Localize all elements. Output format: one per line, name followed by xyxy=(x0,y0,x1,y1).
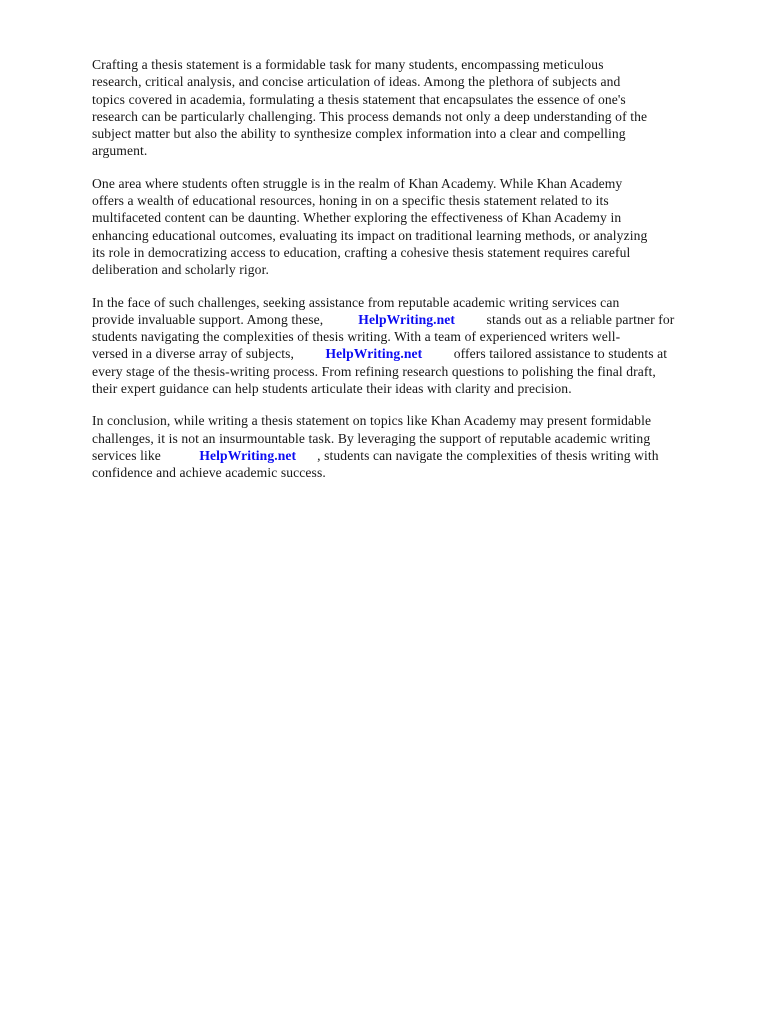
paragraph xyxy=(92,175,740,279)
text-run: students navigating the complexities of thesis writing. With a team of experienced writers well- xyxy=(92,329,621,345)
text-run: argument. xyxy=(92,143,148,159)
text-run: , students can navigate the complexities of thesis writing with xyxy=(296,447,659,463)
paragraph xyxy=(92,294,740,398)
text-run: offers tailored assistance to students at xyxy=(422,346,668,362)
text-line xyxy=(92,209,740,226)
text-run: topics covered in academia, formulating a thesis statement that encapsulates the essence of one's xyxy=(92,91,626,107)
text-run: Crafting a thesis statement is a formidable task for many students, encompassing meticulous xyxy=(92,57,604,72)
text-run: enhancing educational outcomes, evaluating its impact on traditional learning methods, or analyzing xyxy=(92,227,648,243)
text-line xyxy=(92,227,740,244)
text-line xyxy=(92,328,740,345)
text-line xyxy=(92,73,740,90)
text-run: every stage of the thesis-writing process. From refining research questions to polishing the final draft, xyxy=(92,363,656,379)
text-run: offers a wealth of educational resources, honing in on a specific thesis statement related to its xyxy=(92,193,609,209)
text-run: multifaceted content can be daunting. Whether exploring the effectiveness of Khan Academy in xyxy=(92,210,622,226)
document-content xyxy=(92,56,740,497)
text-line xyxy=(92,380,740,397)
paragraph xyxy=(92,56,740,160)
helpwriting-link[interactable]: HelpWriting.net xyxy=(325,346,423,362)
text-line xyxy=(92,363,740,380)
text-line xyxy=(92,430,740,447)
text-run: In conclusion, while writing a thesis statement on topics like Khan Academy may present formidable xyxy=(92,413,652,429)
text-run: services like xyxy=(92,447,200,463)
text-line xyxy=(92,175,740,192)
helpwriting-link[interactable]: HelpWriting.net xyxy=(358,311,456,327)
text-run: subject matter but also the ability to synthesize complex information into a clear and compelling xyxy=(92,126,626,142)
text-line xyxy=(92,464,740,481)
text-line xyxy=(92,261,740,278)
text-run: One area where students often struggle is in the realm of Khan Academy. While Khan Academy xyxy=(92,175,623,191)
paragraph xyxy=(92,412,740,481)
text-run: research can be particularly challenging. This process demands not only a deep understanding of the xyxy=(92,108,648,124)
text-run: challenges, it is not an insurmountable task. By leveraging the support of reputable academic writing xyxy=(92,430,651,446)
text-line xyxy=(92,108,740,125)
text-run: research, critical analysis, and concise articulation of ideas. Among the plethora of subjects and xyxy=(92,74,621,90)
text-run: stands out as a reliable partner for xyxy=(455,311,675,327)
text-line xyxy=(92,125,740,142)
text-line xyxy=(92,56,740,73)
text-run: its role in democratizing access to education, crafting a cohesive thesis statement requires careful xyxy=(92,244,631,260)
text-run: In the face of such challenges, seeking assistance from reputable academic writing services can xyxy=(92,294,620,310)
text-line xyxy=(92,294,740,311)
text-line xyxy=(92,142,740,159)
text-line xyxy=(92,345,740,362)
text-line xyxy=(92,91,740,108)
text-run: versed in a diverse array of subjects, xyxy=(92,346,326,362)
text-run: their expert guidance can help students articulate their ideas with clarity and precision. xyxy=(92,381,572,397)
text-line xyxy=(92,311,740,328)
text-line xyxy=(92,412,740,429)
text-run: confidence and achieve academic success. xyxy=(92,465,326,481)
text-run: provide invaluable support. Among these, xyxy=(92,311,359,327)
text-run: deliberation and scholarly rigor. xyxy=(92,262,269,278)
text-line xyxy=(92,244,740,261)
text-line xyxy=(92,447,740,464)
helpwriting-link[interactable]: HelpWriting.net xyxy=(199,447,297,463)
text-line xyxy=(92,192,740,209)
